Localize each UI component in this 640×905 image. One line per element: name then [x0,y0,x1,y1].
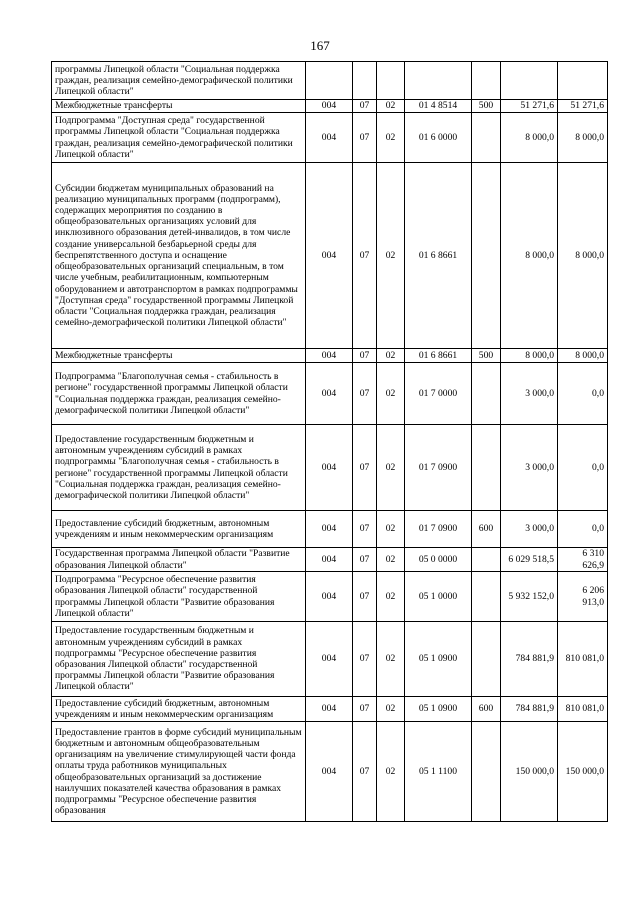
row-name: Предоставление государственным бюджетным и автономным учреждениям субсидий в рамках подпрограммы "Ресурсное обеспечение развития образования Липецкой области" государственной программы Липецкой области "Развитие образования Липецкой области" [52,622,306,697]
row-name: Предоставление грантов в форме субсидий муниципальным бюджетным и автономным общеобразовательным организациям на увеличение стимулирующей части фонда оплаты труда работников муниципальных общеобразовательных организаций за достижение наилучших показателей качества образования в рамках подпрограммы "Ресурсное обеспечение развития образования [52,722,306,822]
row-name: Государственная программа Липецкой области "Развитие образования Липецкой области" [52,548,306,572]
row-expense-type [472,622,501,697]
row-target-code: 01 6 8661 [405,163,472,349]
row-expense-type [472,62,501,100]
row-subsection-code [377,62,405,100]
table-row [52,697,608,722]
row-target-code: 05 1 0000 [405,572,472,622]
row-amount-year2: 8 000,0 [558,163,608,349]
row-expense-type: 600 [472,511,501,548]
row-section-code: 07 [353,622,377,697]
row-expense-type [472,722,501,822]
row-subsection-code: 02 [377,548,405,572]
row-amount-year1: 8 000,0 [501,113,558,163]
row-name: Субсидии бюджетам муниципальных образований на реализацию муниципальных программ (подпрограмм), содержащих мероприятия по созданию в общеобразовательных организациях условий для инклюзивного образования детей-инвалидов, в том числе создание универсальной безбарьерной среды для беспрепятственного доступа и оснащение общеобразовательных организаций специальным, в том числе учебным, реабилитационным, компьютерным оборудованием и автотранспортом в рамках подпрограммы "Доступная среда" государственной программы Липецкой области "Социальная поддержка граждан, реализация семейно-демографической политики Липецкой области" [52,163,306,349]
row-subsection-code: 02 [377,572,405,622]
row-section-code: 07 [353,425,377,511]
row-expense-type: 500 [472,349,501,363]
row-amount-year1: 3 000,0 [501,363,558,425]
row-name: Подпрограмма "Благополучная семья - стабильность в регионе" государственной программы Липецкой области "Социальная поддержка граждан, реализация семейно-демографической политики Липецкой области" [52,363,306,425]
row-ministry-code: 004 [306,363,353,425]
row-amount-year1: 51 271,6 [501,100,558,113]
table-row [52,349,608,363]
row-subsection-code: 02 [377,163,405,349]
row-subsection-code: 02 [377,697,405,722]
table-row [52,363,608,425]
row-ministry-code: 004 [306,697,353,722]
row-amount-year1: 150 000,0 [501,722,558,822]
row-ministry-code: 004 [306,548,353,572]
row-amount-year2: 810 081,0 [558,622,608,697]
row-amount-year2: 810 081,0 [558,697,608,722]
row-ministry-code: 004 [306,572,353,622]
row-ministry-code: 004 [306,622,353,697]
row-expense-type [472,425,501,511]
row-subsection-code: 02 [377,622,405,697]
row-ministry-code [306,62,353,100]
row-amount-year1: 784 881,9 [501,697,558,722]
table-row [52,62,608,100]
row-target-code: 05 1 0900 [405,697,472,722]
row-section-code: 07 [353,511,377,548]
row-amount-year2: 51 271,6 [558,100,608,113]
row-section-code: 07 [353,363,377,425]
table-row [52,163,608,349]
row-name: Предоставление субсидий бюджетным, автономным учреждениям и иным некоммерческим организациям [52,511,306,548]
row-target-code: 01 6 8661 [405,349,472,363]
row-subsection-code: 02 [377,511,405,548]
row-amount-year2: 8 000,0 [558,349,608,363]
table-row [52,622,608,697]
row-section-code: 07 [353,349,377,363]
table-row [52,425,608,511]
row-section-code: 07 [353,113,377,163]
row-section-code: 07 [353,548,377,572]
table-row [52,100,608,113]
row-subsection-code: 02 [377,425,405,511]
row-section-code [353,62,377,100]
row-amount-year2 [558,62,608,100]
row-section-code: 07 [353,722,377,822]
row-ministry-code: 004 [306,722,353,822]
row-name: Предоставление государственным бюджетным и автономным учреждениям субсидий в рамках подпрограммы "Благополучная семья - стабильность в регионе" государственной программы Липецкой области "Социальная поддержка граждан, реализация семейно-демографической политики Липецкой области" [52,425,306,511]
row-subsection-code: 02 [377,100,405,113]
row-name: Подпрограмма "Доступная среда" государственной программы Липецкой области "Социальная поддержка граждан, реализация семейно-демографической политики Липецкой области" [52,113,306,163]
row-expense-type [472,113,501,163]
row-amount-year1: 8 000,0 [501,163,558,349]
row-ministry-code: 004 [306,163,353,349]
row-name: Межбюджетные трансферты [52,100,306,113]
row-name: Подпрограмма "Ресурсное обеспечение развития образования Липецкой области" государственной программы Липецкой области "Развитие образования Липецкой области" [52,572,306,622]
row-expense-type [472,548,501,572]
row-ministry-code: 004 [306,349,353,363]
row-name: программы Липецкой области "Социальная поддержка граждан, реализация семейно-демографической политики Липецкой области" [52,62,306,100]
page-number: 167 [310,38,330,53]
row-subsection-code: 02 [377,722,405,822]
row-expense-type: 500 [472,100,501,113]
row-subsection-code: 02 [377,349,405,363]
row-name: Предоставление субсидий бюджетным, автономным учреждениям и иным некоммерческим организациям [52,697,306,722]
row-target-code: 05 0 0000 [405,548,472,572]
row-amount-year1 [501,62,558,100]
row-expense-type [472,572,501,622]
row-expense-type [472,363,501,425]
table-row [52,511,608,548]
table-row [52,722,608,822]
row-target-code [405,62,472,100]
row-target-code: 01 7 0000 [405,363,472,425]
row-amount-year2: 6 310 626,9 [558,548,608,572]
table-row [52,113,608,163]
row-amount-year1: 5 932 152,0 [501,572,558,622]
budget-table [51,61,608,822]
row-amount-year1: 784 881,9 [501,622,558,697]
row-expense-type [472,163,501,349]
row-ministry-code: 004 [306,100,353,113]
row-target-code: 05 1 1100 [405,722,472,822]
row-amount-year1: 6 029 518,5 [501,548,558,572]
row-target-code: 01 6 0000 [405,113,472,163]
row-amount-year2: 150 000,0 [558,722,608,822]
row-target-code: 01 4 8514 [405,100,472,113]
row-section-code: 07 [353,100,377,113]
row-amount-year1: 3 000,0 [501,511,558,548]
row-section-code: 07 [353,572,377,622]
row-amount-year2: 6 206 913,0 [558,572,608,622]
row-amount-year2: 0,0 [558,511,608,548]
row-ministry-code: 004 [306,113,353,163]
row-section-code: 07 [353,697,377,722]
table-row [52,572,608,622]
table-row [52,548,608,572]
row-subsection-code: 02 [377,113,405,163]
row-amount-year1: 3 000,0 [501,425,558,511]
row-section-code: 07 [353,163,377,349]
row-subsection-code: 02 [377,363,405,425]
row-target-code: 01 7 0900 [405,511,472,548]
row-target-code: 01 7 0900 [405,425,472,511]
row-amount-year2: 8 000,0 [558,113,608,163]
row-ministry-code: 004 [306,511,353,548]
row-target-code: 05 1 0900 [405,622,472,697]
row-name: Межбюджетные трансферты [52,349,306,363]
row-amount-year2: 0,0 [558,363,608,425]
row-expense-type: 600 [472,697,501,722]
row-amount-year1: 8 000,0 [501,349,558,363]
row-ministry-code: 004 [306,425,353,511]
row-amount-year2: 0,0 [558,425,608,511]
